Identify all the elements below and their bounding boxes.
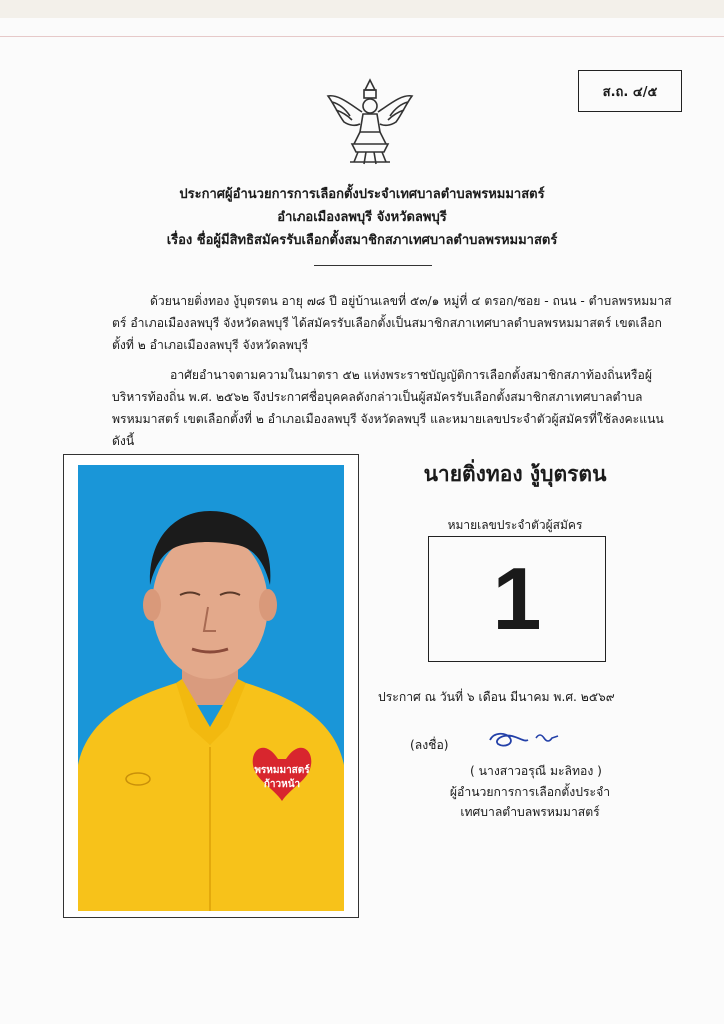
candidate-name: นายติ่งทอง งู้บุตรตน xyxy=(423,462,607,486)
form-code-text: ส.ถ. ๔/๕ xyxy=(602,84,658,100)
candidate-number: 1 xyxy=(492,549,542,648)
candidate-number-caption: หมายเลขประจำตัวผู้สมัคร xyxy=(447,518,583,532)
top-scan-band xyxy=(0,0,724,18)
header-line-1: ประกาศผู้อำนวยการการเลือกตั้งประจำเทศบาลตำบลพรหมมาสตร์ xyxy=(179,187,545,202)
badge-text-2: ก้าวหน้า xyxy=(263,779,301,790)
garuda-emblem-icon xyxy=(322,74,418,170)
body-paragraph-1: ด้วยนายติ่งทอง งู้บุตรตน อายุ ๗๘ ปี อยู่บ้านเลขที่ ๕๓/๑ หมู่ที่ ๔ ตรอก/ซอย - ถนน - ตำบลพรหมมาสตร์ อำเภอเมืองลพบุรี จังหวัดลพบุรี ได้สมัครรับเลือกตั้งเป็นสมาชิกสภาเทศบาลตำบลพรหมมาสตร์ เขตเลือกตั้งที่ ๒ อำเภอเมืองลพบุรี จังหวัดลพบุรี xyxy=(112,294,672,352)
candidate-photo-frame xyxy=(63,454,359,918)
candidate-number-box xyxy=(428,536,606,662)
sign-label: (ลงชื่อ) xyxy=(410,738,449,752)
header-line-2: อำเภอเมืองลพบุรี จังหวัดลพบุรี xyxy=(277,210,447,225)
form-code-box xyxy=(578,70,682,112)
signature-mark xyxy=(484,724,568,752)
header-subject: เรื่อง ชื่อผู้มีสิทธิสมัครรับเลือกตั้งสมาชิกสภาเทศบาลตำบลพรหมมาสตร์ xyxy=(166,233,558,248)
announcement-date: ประกาศ ณ วันที่ ๖ เดือน มีนาคม พ.ศ. ๒๕๖๙ xyxy=(378,690,615,704)
signer-name: ( นางสาวอรุณี มะลิทอง ) xyxy=(470,764,602,778)
signer-position-line-2: เทศบาลตำบลพรหมมาสตร์ xyxy=(460,805,600,819)
badge-text: พรหมมาสตร์ xyxy=(254,765,310,776)
header-divider xyxy=(314,265,432,266)
top-rule xyxy=(0,36,724,37)
signer-position-line-1: ผู้อำนวยการการเลือกตั้งประจำ xyxy=(449,785,611,799)
candidate-photo xyxy=(78,465,344,911)
body-paragraph-2: อาศัยอำนาจตามความในมาตรา ๕๒ แห่งพระราชบัญญัติการเลือกตั้งสมาชิกสภาท้องถิ่นหรือผู้บริหารท้องถิ่น พ.ศ. ๒๕๖๒ จึงประกาศชื่อบุคคลดังกล่าวเป็นผู้สมัครรับเลือกตั้งสมาชิกสภาเทศบาลตำบลพรหมมาสตร์ เขตเลือกตั้งที่ ๒ อำเภอเมืองลพบุรี จังหวัดลพบุรี และหมายเลขประจำตัวผู้สมัครที่ใช้ลงคะแนน ดังนี้ xyxy=(112,368,664,448)
